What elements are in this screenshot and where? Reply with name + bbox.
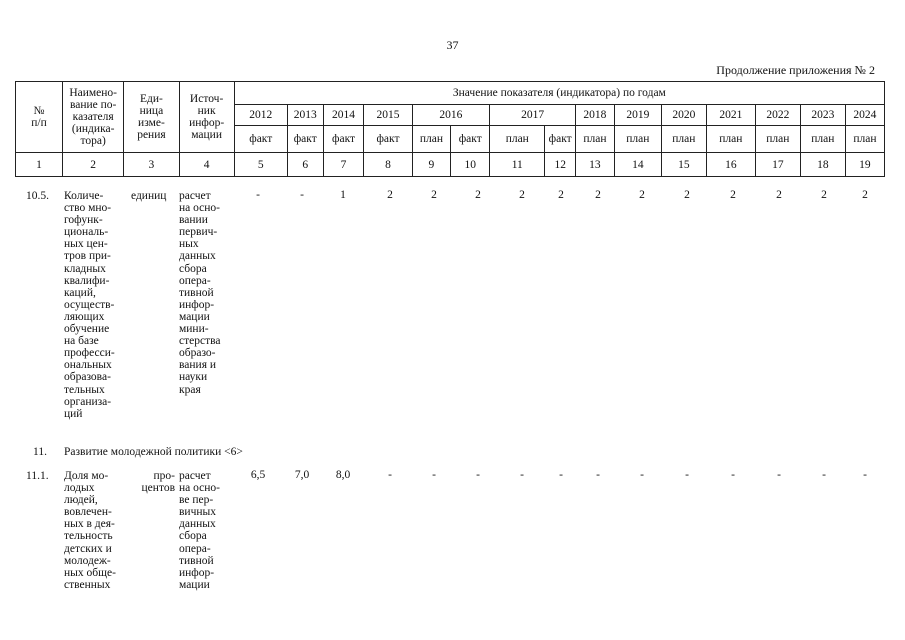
value-cell: 1 (340, 189, 346, 201)
header-year: 2017 (490, 105, 576, 126)
value-cell: - (300, 189, 304, 201)
header-source: Источ- ник инфор- мации (179, 82, 234, 153)
section-title: Развитие молодежной политики <6> (64, 446, 243, 458)
value-cell: - (685, 469, 689, 481)
column-number: 6 (287, 153, 323, 177)
column-number: 18 (800, 153, 845, 177)
column-number: 8 (364, 153, 412, 177)
row-name: Доля мо- лодых людей, вовлечен- ных в дея- тельность детских и молодеж- ных обще- ственных (64, 470, 116, 591)
column-number: 12 (545, 153, 576, 177)
page-number: 37 (446, 38, 459, 52)
column-number: 3 (124, 153, 179, 177)
row-num: 11.1. (26, 470, 49, 482)
value-cell: 2 (431, 189, 437, 201)
value-cell: 2 (639, 189, 645, 201)
value-cell: - (520, 469, 524, 481)
column-number: 7 (323, 153, 364, 177)
header-kind: план (576, 126, 615, 153)
header-name: Наимено- вание по- казателя (индика- тора) (63, 82, 124, 153)
value-cell: 2 (776, 189, 782, 201)
row-source: расчет на осно- вании первич- ных данных сбора опера- тивной инфор- мации мини- стерства образо- вания и науки края (179, 190, 221, 396)
header-num: № п/п (16, 82, 63, 153)
header-kind: план (490, 126, 545, 153)
header-kind: план (706, 126, 755, 153)
header-kind: факт (287, 126, 323, 153)
value-cell: 2 (519, 189, 525, 201)
indicator-table-header (15, 81, 885, 177)
header-year: 2020 (661, 105, 706, 126)
header-year: 2021 (706, 105, 755, 126)
row-name: Количе- ство мно- гофунк- циональ- ных цен- тров при- кладных квалифи- каций, осуществ- ляющих обучение на базе професси- ональных образова- тельных организа- ций (64, 190, 115, 420)
row-source: расчет на осно- ве пер- вичных данных сбора опера- тивной инфор- мации (179, 470, 221, 591)
header-year: 2014 (323, 105, 364, 126)
column-number: 16 (706, 153, 755, 177)
value-cell: 8,0 (335, 469, 351, 481)
value-cell: - (256, 189, 260, 201)
value-cell: - (640, 469, 644, 481)
column-number: 1 (16, 153, 63, 177)
header-year: 2018 (576, 105, 615, 126)
section-num: 11. (33, 446, 47, 458)
value-cell: 2 (558, 189, 564, 201)
value-cell: - (822, 469, 826, 481)
header-kind: план (800, 126, 845, 153)
header-kind: план (755, 126, 800, 153)
column-number: 15 (661, 153, 706, 177)
value-cell: 6,5 (250, 469, 266, 481)
row-unit: про- центов (141, 470, 175, 495)
header-year: 2012 (234, 105, 287, 126)
value-cell: 2 (595, 189, 601, 201)
header-year: 2019 (614, 105, 661, 126)
header-values-title: Значение показателя (индикатора) по годам (234, 82, 884, 105)
header-kind: факт (323, 126, 364, 153)
value-cell: - (559, 469, 563, 481)
value-cell: 2 (684, 189, 690, 201)
value-cell: - (863, 469, 867, 481)
header-kind: план (661, 126, 706, 153)
column-number: 11 (490, 153, 545, 177)
header-kind: факт (234, 126, 287, 153)
header-year: 2015 (364, 105, 412, 126)
continuation-note: Продолжение приложения № 2 (716, 63, 875, 77)
header-unit: Еди- ница изме- рения (124, 82, 179, 153)
header-year: 2016 (412, 105, 490, 126)
value-cell: - (596, 469, 600, 481)
value-cell: 2 (862, 189, 868, 201)
row-num: 10.5. (26, 190, 49, 202)
value-cell: - (388, 469, 392, 481)
value-cell: 2 (387, 189, 393, 201)
header-kind: факт (451, 126, 490, 153)
header-year: 2022 (755, 105, 800, 126)
value-cell: - (777, 469, 781, 481)
column-number: 9 (412, 153, 451, 177)
column-number: 2 (63, 153, 124, 177)
header-kind: факт (545, 126, 576, 153)
header-kind: факт (364, 126, 412, 153)
column-number: 19 (845, 153, 884, 177)
value-cell: 7,0 (294, 469, 310, 481)
header-kind: план (614, 126, 661, 153)
value-cell: - (432, 469, 436, 481)
header-kind: план (845, 126, 884, 153)
header-year: 2024 (845, 105, 884, 126)
header-year: 2023 (800, 105, 845, 126)
column-number: 10 (451, 153, 490, 177)
column-number: 17 (755, 153, 800, 177)
column-number: 14 (614, 153, 661, 177)
value-cell: - (731, 469, 735, 481)
column-number: 5 (234, 153, 287, 177)
header-kind: план (412, 126, 451, 153)
value-cell: 2 (821, 189, 827, 201)
value-cell: - (476, 469, 480, 481)
value-cell: 2 (730, 189, 736, 201)
header-year: 2013 (287, 105, 323, 126)
column-number: 4 (179, 153, 234, 177)
row-unit: единиц (131, 190, 167, 202)
value-cell: 2 (475, 189, 481, 201)
column-number: 13 (576, 153, 615, 177)
